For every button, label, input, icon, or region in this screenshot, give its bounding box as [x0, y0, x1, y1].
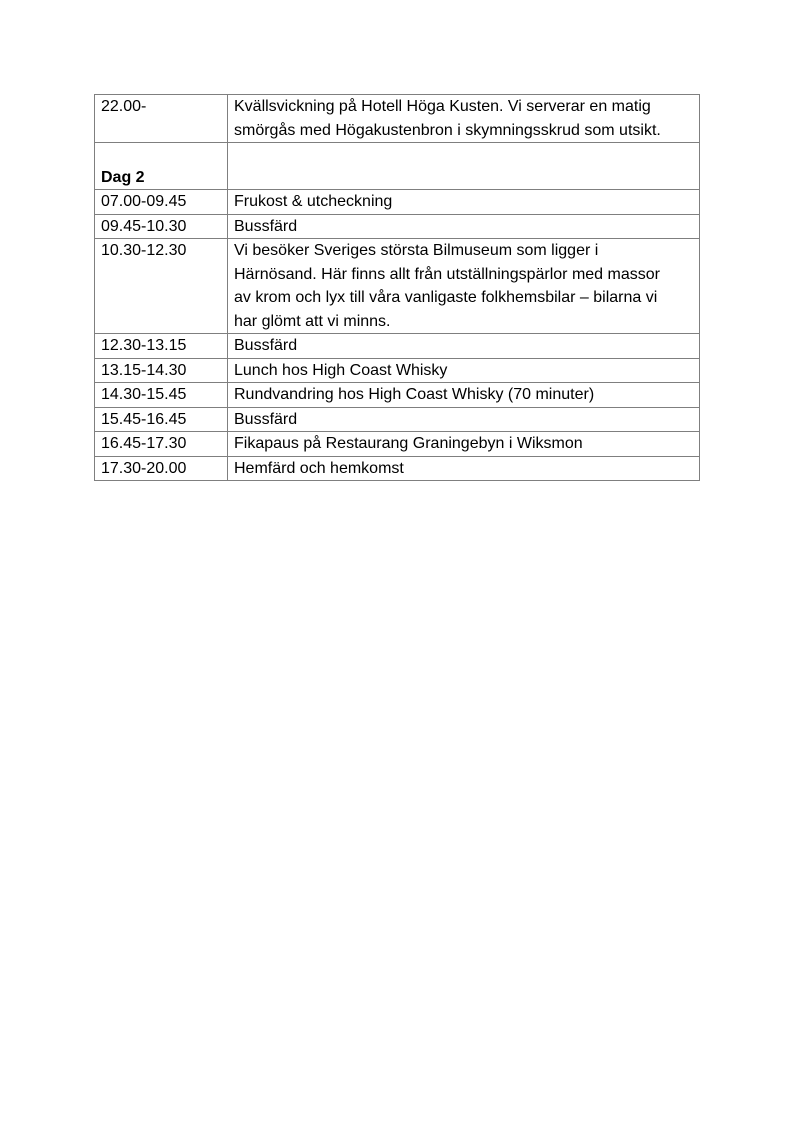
activity-line: Frukost & utcheckning: [234, 193, 393, 210]
activity-line: smörgås med Högakustenbron i skymningsskrud som utsikt.: [234, 121, 661, 139]
activity-cell: [228, 95, 700, 143]
activity-line: Härnösand. Här finns allt från utställningspärlor med massor: [234, 265, 660, 283]
time-cell: 12.30-13.15: [95, 334, 228, 359]
time-cell: 14.30-15.45: [95, 383, 228, 408]
schedule-row: [95, 358, 700, 383]
time-cell: 17.30-20.00: [95, 456, 228, 481]
activity-line: Bussfärd: [234, 337, 298, 354]
activity-cell: [228, 214, 700, 239]
schedule-row: [95, 432, 700, 457]
activity-line: Bussfärd: [234, 217, 298, 235]
itinerary-table: [94, 94, 700, 481]
time-cell: 09.45-10.30: [95, 214, 228, 239]
schedule-row: [95, 190, 700, 215]
day-header-row: [95, 143, 700, 190]
schedule-row: [95, 407, 700, 432]
day-label-cell: [95, 143, 228, 190]
activity-cell: [228, 239, 700, 334]
activity-line: Lunch hos High Coast Whisky: [234, 361, 448, 379]
time-cell: 13.15-14.30: [95, 358, 228, 383]
schedule-row: [95, 239, 700, 334]
empty-cell: [228, 143, 700, 190]
activity-cell: [228, 432, 700, 457]
activity-line: av krom och lyx till våra vanligaste folkhemsbilar – bilarna vi: [234, 289, 658, 306]
schedule-row: [95, 334, 700, 359]
schedule-row: [95, 214, 700, 239]
activity-line: Rundvandring hos High Coast Whisky (70 minuter): [234, 386, 595, 403]
schedule-row: [95, 456, 700, 481]
time-cell: 10.30-12.30: [95, 239, 228, 334]
activity-cell: [228, 456, 700, 481]
time-cell: 15.45-16.45: [95, 407, 228, 432]
activity-line: Bussfärd: [234, 410, 298, 428]
activity-line: Vi besöker Sveriges största Bilmuseum som ligger i: [234, 242, 599, 259]
day-label: Dag 2: [101, 168, 145, 186]
activity-line: har glömt att vi minns.: [234, 312, 391, 330]
activity-line: Hemfärd och hemkomst: [234, 459, 404, 477]
activity-line: Fikapaus på Restaurang Graningebyn i Wiksmon: [234, 435, 583, 452]
activity-cell: [228, 190, 700, 215]
activity-cell: [228, 407, 700, 432]
activity-cell: [228, 334, 700, 359]
time-cell: 16.45-17.30: [95, 432, 228, 457]
schedule-row: [95, 383, 700, 408]
time-cell: 07.00-09.45: [95, 190, 228, 215]
time-cell: 22.00-: [95, 95, 228, 143]
schedule-row: [95, 95, 700, 143]
activity-cell: [228, 358, 700, 383]
activity-cell: [228, 383, 700, 408]
activity-line: Kvällsvickning på Hotell Höga Kusten. Vi serverar en matig: [234, 98, 651, 115]
itinerary-table-body: [95, 95, 700, 481]
